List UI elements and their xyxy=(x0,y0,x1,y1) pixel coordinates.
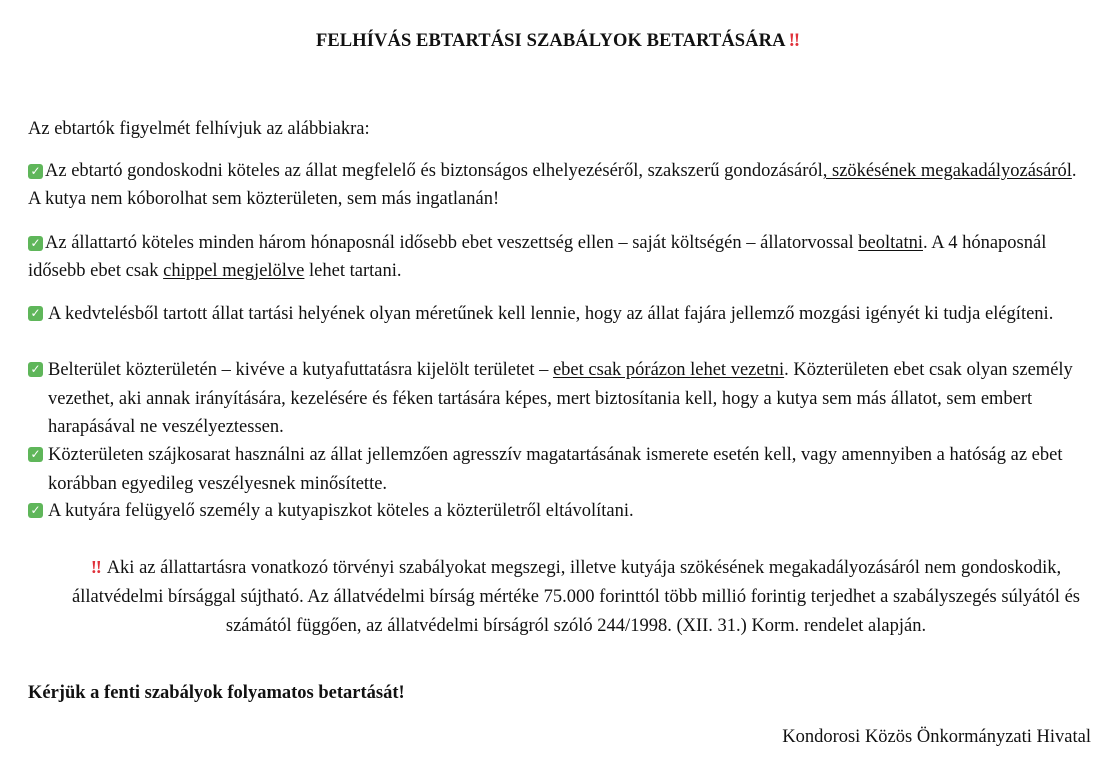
check-mark-icon: ✓ xyxy=(28,362,43,377)
underlined-phrase: ebet csak pórázon lehet vezetni xyxy=(552,360,785,380)
check-mark-icon: ✓ xyxy=(28,236,43,251)
intro-text: Az ebtartók figyelmét felhívjuk az alábbiakra: xyxy=(28,119,370,139)
underlined-phrase: , szökésének megakadályozásáról xyxy=(822,161,1072,181)
double-exclamation-icon: ‼ xyxy=(90,557,99,577)
signature: Kondorosi Közös Önkormányzati Hivatal xyxy=(782,727,1091,747)
underlined-phrase: beoltatni xyxy=(858,233,923,253)
warning-text: Aki az állattartásra vonatkozó törvényi szabályokat megszegi, illetve kutyája szökésének megakadályozásáról nem gondoskodik, állatvédelmi bírsággal sújtható. Az állatvédelmi bírság mértéke 75.000 forinttól több millió forintig terjedhet a szabályszegés súlyától és számától függően, az állatvédelmi bírságról szóló 244/1998. (XII. 31.) Korm. rendelet alapján. xyxy=(72,558,1080,636)
check-mark-icon: ✓ xyxy=(28,306,43,321)
paragraph-1: ✓ Az ebtartó gondoskodni köteles az állat megfelelő és biztonságos elhelyezéséről, szakszerű gondozásáról, szökésének megakadályozásáról. A kutya nem kóborolhat sem közterületen, sem más ingatlanán! xyxy=(28,161,1077,209)
underlined-phrase: chippel megjelölve xyxy=(163,261,305,281)
double-exclamation-icon: ‼ xyxy=(788,30,798,51)
list-item: ✓ Belterület közterületén – kivéve a kutyafuttatásra kijelölt területet – ebet csak pórázon lehet vezetni. Közterületen ebet csak olyan személy vezethet, aki annak irányítására, kezelésére és féken tartására képes, mert biztosítania kell, hogy a kutya sem más állatot, sem embert harapásával ne veszélyeztessen. xyxy=(28,356,1088,442)
page-title xyxy=(0,30,1113,52)
warning-notice xyxy=(72,553,1080,641)
paragraph-2: ✓ Az állattartó köteles minden három hónaposnál idősebb ebet veszettség ellen – saját költségén – állatorvossal beoltatni. A 4 hónaposnál idősebb ebet csak chippel megjelölve lehet tartani. xyxy=(28,233,1047,281)
title-text: FELHÍVÁS EBTARTÁSI SZABÁLYOK BETARTÁSÁRA xyxy=(315,31,786,51)
closing-request: Kérjük a fenti szabályok folyamatos betartását! xyxy=(28,683,405,703)
list-item: ✓ A kutyára felügyelő személy a kutyapiszkot köteles a közterületről eltávolítani. xyxy=(28,497,1088,526)
check-mark-icon: ✓ xyxy=(28,503,43,518)
list-item: ✓ A kedvtelésből tartott állat tartási helyének olyan méretűnek kell lennie, hogy az állat fajára jellemző mozgási igényét ki tudja elégíteni. xyxy=(28,300,1088,329)
check-mark-icon: ✓ xyxy=(28,164,43,179)
list-item: ✓ Közterületen szájkosarat használni az állat jellemzően agresszív magatartásának ismerete esetén kell, vagy amennyiben a hatóság az ebet korábban egyedileg veszélyesnek minősítette. xyxy=(28,441,1088,498)
check-mark-icon: ✓ xyxy=(28,447,43,462)
